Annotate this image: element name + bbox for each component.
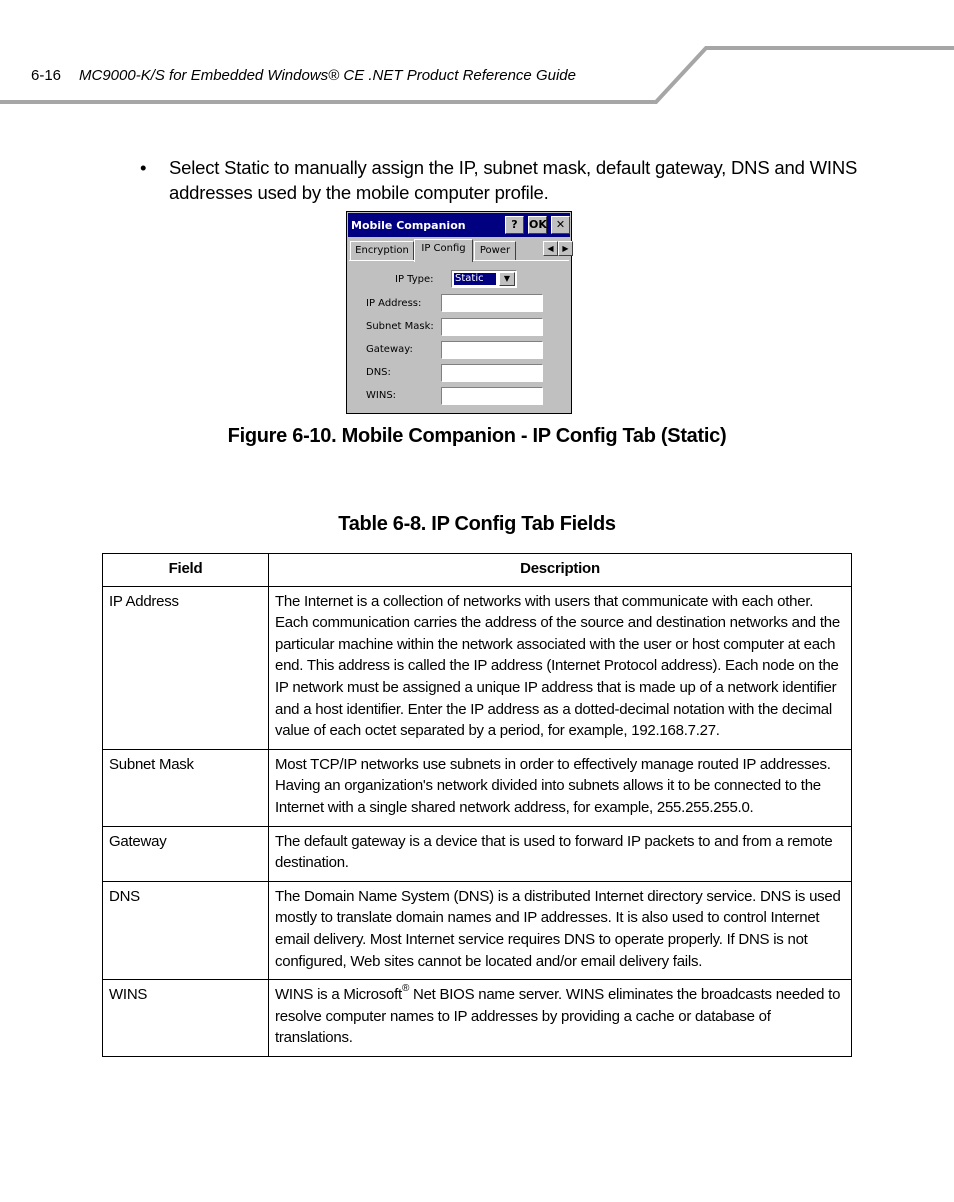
dns-field[interactable]: [441, 364, 543, 382]
field-cell: Subnet Mask: [103, 749, 269, 826]
gateway-label: Gateway:: [366, 344, 413, 355]
ip-type-label: IP Type:: [395, 274, 434, 285]
mobile-companion-window: [346, 211, 572, 414]
bullet-text: Select Static to manually assign the IP, subnet mask, default gateway, DNS and WINS addresses used by the mobile computer profile.: [169, 157, 858, 203]
window-title-bar: [348, 213, 570, 237]
wins-label: WINS:: [366, 390, 397, 401]
window-title: Mobile Companion: [351, 219, 466, 232]
header-rule: [0, 0, 954, 110]
close-button[interactable]: ✕: [551, 216, 570, 234]
description-text: WINS is a Microsoft: [275, 986, 402, 1004]
ok-button[interactable]: OK: [528, 216, 547, 234]
ip-type-value: Static: [454, 273, 496, 285]
field-cell: DNS: [103, 881, 269, 979]
ip-type-dropdown[interactable]: [451, 270, 517, 288]
table-row: [103, 826, 852, 881]
description-cell: Most TCP/IP networks use subnets in order to effectively manage routed IP addresses. Having an organization's network divided into subnets allows it to be connected to the Internet with a single shared network address, for example, 255.255.255.0.: [269, 749, 852, 826]
field-cell: WINS: [103, 980, 269, 1057]
help-button[interactable]: ?: [505, 216, 524, 234]
tab-scroll-left-icon[interactable]: ◀: [543, 241, 558, 256]
column-header-description: Description: [269, 554, 852, 587]
table-caption: Table 6-8. IP Config Tab Fields: [338, 513, 616, 535]
column-header-field: Field: [103, 554, 269, 587]
table-row: [103, 980, 852, 1057]
description-cell: [269, 980, 852, 1057]
table-header-row: [103, 554, 852, 587]
description-cell: The Domain Name System (DNS) is a distributed Internet directory service. DNS is used mostly to translate domain names and IP addresses. It is also used to control Internet email delivery. Most Internet service requires DNS to operate properly. If DNS is not configured, Web sites cannot be located and/or email delivery fails.: [269, 881, 852, 979]
gateway-field[interactable]: [441, 341, 543, 359]
guide-title: MC9000-K/S for Embedded Windows® CE .NET Product Reference Guide: [79, 67, 576, 84]
tab-scroll-right-icon[interactable]: ▶: [558, 241, 573, 256]
ip-address-label: IP Address:: [366, 298, 422, 309]
figure-caption: Figure 6-10. Mobile Companion - IP Config Tab (Static): [227, 425, 727, 447]
subnet-mask-field[interactable]: [441, 318, 543, 336]
ip-config-fields-table: [102, 553, 852, 1057]
subnet-mask-label: Subnet Mask:: [366, 321, 434, 332]
description-cell: The Internet is a collection of networks with users that communicate with each other. Each communication carries the address of the source and destination networks and the particular machine within the network associated with the user or host computer at each end. This address is called the IP address (Internet Protocol address). Each node on the IP network must be assigned a unique IP address that is made up of a network identifier and a host identifier. Enter the IP address as a dotted-decimal notation with the decimal value of each octet separated by a period, for example, 192.168.7.27.: [269, 586, 852, 749]
chevron-down-icon[interactable]: ▼: [499, 272, 515, 286]
tab-ip-config[interactable]: IP Config: [414, 239, 473, 262]
description-text: Net BIOS name server. WINS eliminates the broadcasts needed to resolve computer names to IP addresses by providing a cache or database of translations.: [275, 986, 841, 1047]
tab-power[interactable]: Power: [474, 241, 516, 260]
field-cell: IP Address: [103, 586, 269, 749]
page-number: 6-16: [31, 67, 62, 84]
tab-encryption[interactable]: Encryption: [350, 241, 414, 260]
wins-field[interactable]: [441, 387, 543, 405]
table-row: [103, 586, 852, 749]
field-cell: Gateway: [103, 826, 269, 881]
bullet-symbol: •: [140, 157, 147, 178]
table-row: [103, 881, 852, 979]
dns-label: DNS:: [366, 367, 391, 378]
table-row: [103, 749, 852, 826]
registered-mark: ®: [401, 983, 410, 995]
ip-address-field[interactable]: [441, 294, 543, 312]
description-cell: The default gateway is a device that is used to forward IP packets to and from a remote destination.: [269, 826, 852, 881]
